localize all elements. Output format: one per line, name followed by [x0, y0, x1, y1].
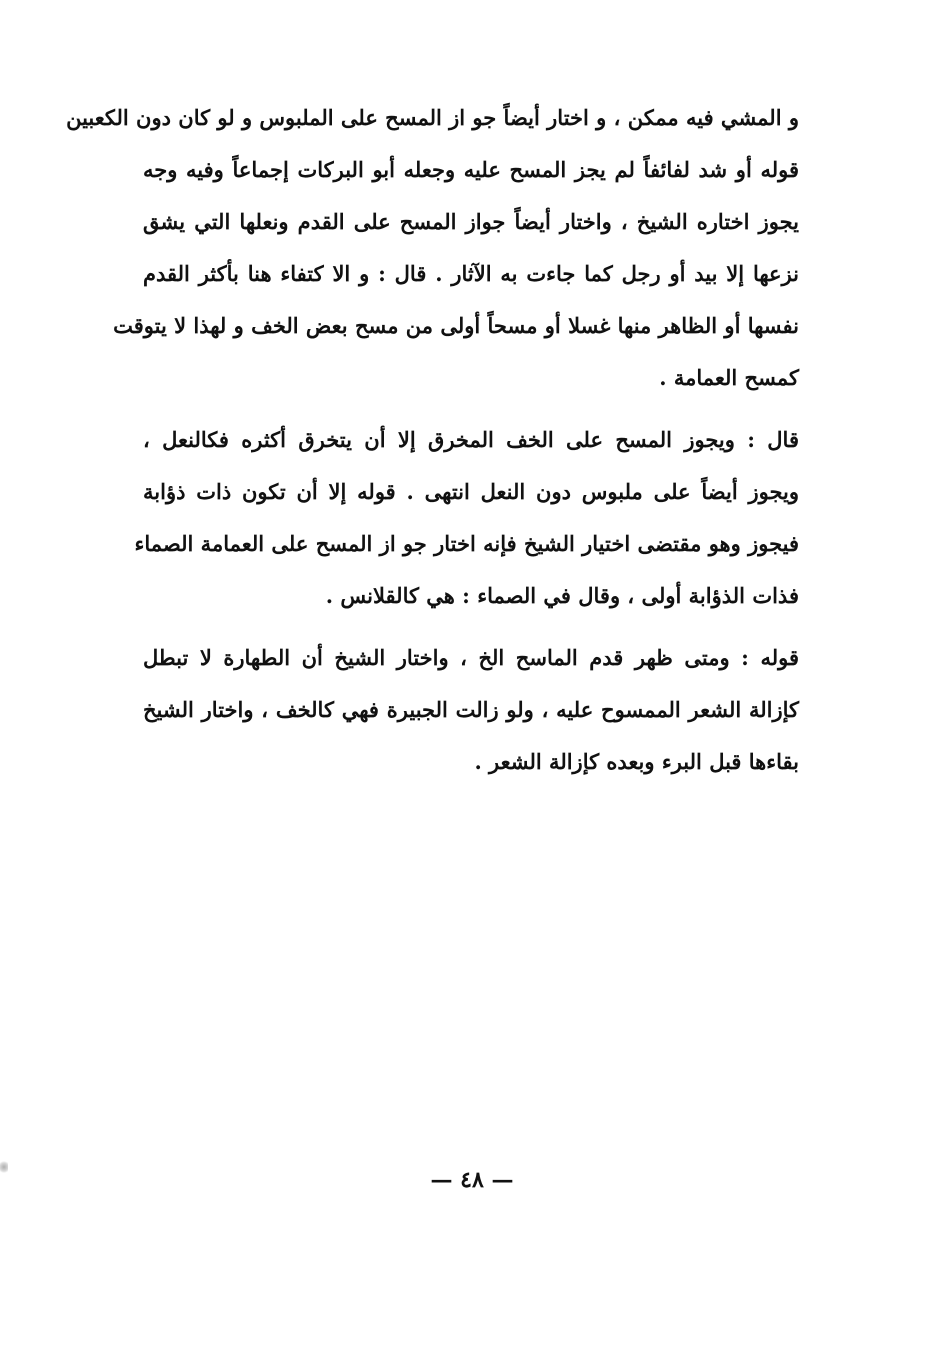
paragraph-1 [66, 92, 800, 404]
page-body-text [66, 92, 800, 788]
text-line: بقاءها قبل البرء وبعده كإزالة الشعر . [474, 749, 799, 774]
paragraph-2 [134, 414, 799, 622]
text-line: فيجوز وهو مقتضى اختيار الشيخ فإنه اختار جو از المسح على العمامة الصماء [134, 531, 799, 556]
paragraph-spacer [143, 404, 799, 414]
page-number: — ٤٨ — [430, 1167, 514, 1193]
text-line: قوله : ومتى ظهر قدم الماسح الخ ، واختار الشيخ أن الطهارة لا تبطل [143, 645, 799, 670]
text-line: قال : ويجوز المسح على الخف المخرق إلا أن يتخرق أكثره فكالنعل ، [143, 427, 799, 452]
scan-artifact [0, 1160, 8, 1174]
text-line: قوله أو شد لفائفاً لم يجز المسح عليه وجعله أبو البركات إجماعاً وفيه وجه [143, 157, 799, 182]
text-line: ويجوز أيضاً على ملبوس دون النعل انتهى . قوله إلا أن تكون ذات ذؤابة [143, 479, 799, 504]
paragraph-3 [143, 632, 799, 788]
text-line: نزعها إلا بيد أو رجل كما جاءت به الآثار . قال : و الا كتفاء هنا بأكثر القدم [143, 261, 800, 286]
text-line: و المشي فيه ممكن ، و اختار أيضاً جو از المسح على الملبوس و لو كان دون الكعبين [66, 105, 799, 130]
text-line: نفسها أو الظاهر منها غسلا أو مسحاً أولى من مسح بعض الخف و لهذا لا يتوقت [113, 313, 799, 338]
text-line: يجوز اختاره الشيخ ، واختار أيضاً جواز المسح على القدم ونعلها التي يشق [143, 209, 799, 234]
text-line: فذات الذؤابة أولى ، وقال في الصماء : هي كالقلانس . [325, 583, 799, 608]
text-line: كمسح العمامة . [659, 365, 799, 390]
text-line: كإزالة الشعر الممسوح عليه ، ولو زالت الجبيرة فهي كالخف ، واختار الشيخ [143, 697, 799, 722]
paragraph-spacer [143, 622, 799, 632]
